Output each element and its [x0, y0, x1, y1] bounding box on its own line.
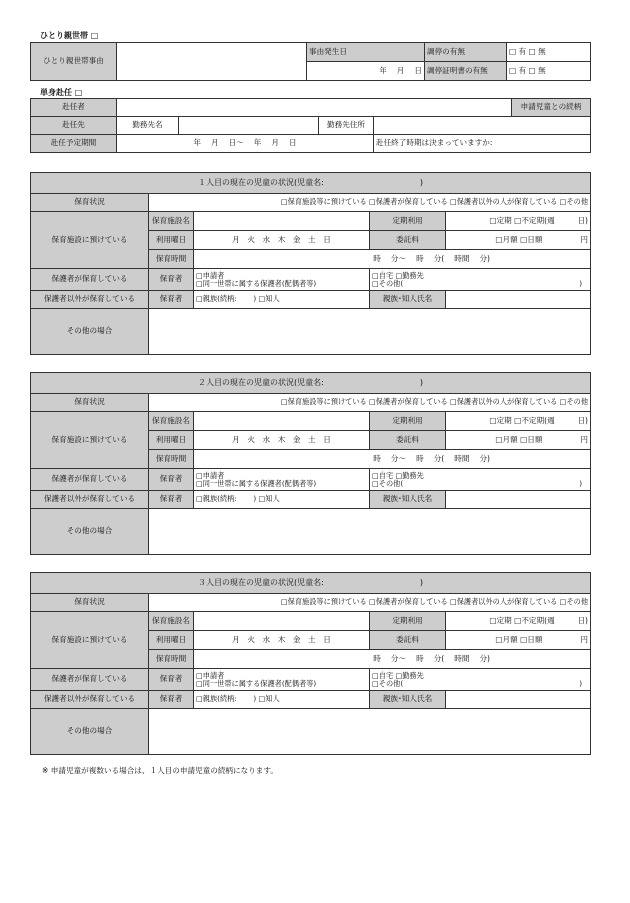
relative-options[interactable]: □親族(続柄: ) □知人	[194, 291, 370, 309]
relative-name-label: 親族･知人氏名	[370, 691, 446, 709]
facility-label: 保育施設に預けている	[31, 612, 149, 669]
regular-use-options[interactable]: □定期 □不定期(週 日)	[446, 212, 591, 231]
regular-use-options[interactable]: □定期 □不定期(週 日)	[446, 612, 591, 631]
guardian-applicant-option[interactable]: □申請者	[196, 470, 225, 480]
place-options[interactable]: □自宅 □勤務先	[372, 470, 424, 480]
use-days-options[interactable]: 月 火 水 木 金 土 日	[194, 631, 370, 650]
care-status-label: 保育状況	[31, 394, 149, 412]
regular-use-options[interactable]: □定期 □不定期(週 日)	[446, 412, 591, 431]
guardian-household-option[interactable]: □同一世帯に属する保護者(配偶者等)	[196, 678, 317, 688]
regular-use-label: 定期利用	[370, 412, 446, 431]
certificate-checkboxes[interactable]: □ 有 □ 無	[507, 62, 591, 81]
place-options[interactable]: □自宅 □勤務先	[372, 270, 424, 280]
single-parent-table	[30, 42, 591, 81]
facility-name-field[interactable]	[194, 612, 370, 631]
guardian-care-label: 保護者が保育している	[31, 469, 149, 491]
child-2-title: ２人目の現在の児童の状況(児童名: )	[31, 373, 591, 394]
workplace-address-field[interactable]	[374, 117, 591, 135]
place-other-option[interactable]: □その他(	[372, 678, 404, 688]
relative-name-field[interactable]	[446, 291, 591, 309]
place-options[interactable]: □自宅 □勤務先	[372, 670, 424, 680]
single-assignment-table	[30, 98, 591, 153]
guardian-household-option[interactable]: □同一世帯に属する保護者(配偶者等)	[196, 278, 317, 288]
other-case-label: その他の場合	[31, 309, 149, 355]
single-parent-reason-label: ひとり親世帯事由	[31, 43, 117, 81]
fee-options[interactable]: □月額 □日額 円	[446, 431, 591, 450]
facility-name-field[interactable]	[194, 412, 370, 431]
guardian-applicant-option[interactable]: □申請者	[196, 670, 225, 680]
single-assignment-heading: 単身赴任 □	[40, 88, 83, 97]
other-person-care-label: 保護者以外が保育している	[31, 291, 149, 309]
assignment-location-label: 赴任先	[31, 117, 117, 135]
assignment-period-label: 赴任予定期間	[31, 135, 117, 153]
relation-label: 申請児童との続柄	[512, 99, 591, 117]
care-hours-label: 保育時間	[149, 450, 194, 469]
care-status-options[interactable]: □保育施設等に預けている □保護者が保育している □保護者以外の人が保育している □その他	[149, 594, 591, 612]
place-other-option[interactable]: □その他(	[372, 278, 404, 288]
fee-options[interactable]: □月額 □日額 円	[446, 631, 591, 650]
assignee-field[interactable]	[117, 99, 512, 117]
care-status-label: 保育状況	[31, 194, 149, 212]
child-1-table	[30, 172, 591, 355]
other-case-label: その他の場合	[31, 509, 149, 555]
relative-options[interactable]: □親族(続柄: ) □知人	[194, 691, 370, 709]
use-days-label: 利用曜日	[149, 631, 194, 650]
footnote: ※ 申請児童が複数いる場合は、１人目の申請児童の続柄になります。	[42, 766, 278, 775]
care-hours-field[interactable]: 時 分～ 時 分( 時間 分)	[194, 250, 591, 269]
single-parent-reason-field[interactable]	[117, 43, 307, 81]
relative-name-label: 親族･知人氏名	[370, 491, 446, 509]
other-case-field[interactable]	[149, 709, 591, 755]
caretaker-label: 保育者	[149, 269, 194, 291]
caretaker-label: 保育者	[149, 669, 194, 691]
regular-use-label: 定期利用	[370, 212, 446, 231]
caretaker-label-2: 保育者	[149, 491, 194, 509]
assignment-period-field[interactable]: 年 月 日～ 年 月 日	[117, 135, 374, 153]
workplace-name-field[interactable]	[179, 117, 319, 135]
child-3-table	[30, 572, 591, 755]
single-parent-heading: ひとり親世帯 □	[40, 31, 99, 40]
assignment-end-question[interactable]: 赴任終了時期は決まっていますか:	[374, 135, 591, 153]
relative-name-label: 親族･知人氏名	[370, 291, 446, 309]
child-2-table	[30, 372, 591, 555]
fee-label: 委託料	[370, 431, 446, 450]
facility-label: 保育施設に預けている	[31, 412, 149, 469]
event-date-field[interactable]: 年 月 日	[307, 62, 425, 81]
guardian-applicant-option[interactable]: □申請者	[196, 270, 225, 280]
use-days-options[interactable]: 月 火 水 木 金 土 日	[194, 431, 370, 450]
care-hours-label: 保育時間	[149, 250, 194, 269]
child-1-title: １人目の現在の児童の状況(児童名: )	[31, 173, 591, 194]
certificate-label: 調停証明書の有無	[425, 62, 507, 81]
use-days-options[interactable]: 月 火 水 木 金 土 日	[194, 231, 370, 250]
assignee-label: 赴任者	[31, 99, 117, 117]
mediation-label: 調停の有無	[425, 43, 507, 62]
child-3-title: ３人目の現在の児童の状況(児童名: )	[31, 573, 591, 594]
regular-use-label: 定期利用	[370, 612, 446, 631]
use-days-label: 利用曜日	[149, 231, 194, 250]
other-case-field[interactable]	[149, 509, 591, 555]
facility-name-label: 保育施設名	[149, 412, 194, 431]
fee-options[interactable]: □月額 □日額 円	[446, 231, 591, 250]
facility-name-label: 保育施設名	[149, 212, 194, 231]
relative-options[interactable]: □親族(続柄: ) □知人	[194, 491, 370, 509]
guardian-household-option[interactable]: □同一世帯に属する保護者(配偶者等)	[196, 478, 317, 488]
workplace-address-label: 勤務先住所	[319, 117, 374, 135]
care-hours-field[interactable]: 時 分～ 時 分( 時間 分)	[194, 450, 591, 469]
care-status-options[interactable]: □保育施設等に預けている □保護者が保育している □保護者以外の人が保育している □その他	[149, 394, 591, 412]
place-other-close: )	[579, 478, 583, 488]
event-date-label: 事由発生日	[307, 43, 425, 62]
care-status-label: 保育状況	[31, 594, 149, 612]
relative-name-field[interactable]	[446, 691, 591, 709]
care-hours-label: 保育時間	[149, 650, 194, 669]
other-case-label: その他の場合	[31, 709, 149, 755]
mediation-checkboxes[interactable]: □ 有 □ 無	[507, 43, 591, 62]
facility-label: 保育施設に預けている	[31, 212, 149, 269]
fee-label: 委託料	[370, 631, 446, 650]
workplace-name-label: 勤務先名	[117, 117, 179, 135]
other-case-field[interactable]	[149, 309, 591, 355]
guardian-care-label: 保護者が保育している	[31, 269, 149, 291]
care-status-options[interactable]: □保育施設等に預けている □保護者が保育している □保護者以外の人が保育している □その他	[149, 194, 591, 212]
guardian-care-label: 保護者が保育している	[31, 669, 149, 691]
place-other-close: )	[579, 678, 583, 688]
care-hours-field[interactable]: 時 分～ 時 分( 時間 分)	[194, 650, 591, 669]
other-person-care-label: 保護者以外が保育している	[31, 691, 149, 709]
relative-name-field[interactable]	[446, 491, 591, 509]
facility-name-label: 保育施設名	[149, 612, 194, 631]
place-other-option[interactable]: □その他(	[372, 478, 404, 488]
place-other-close: )	[579, 278, 583, 288]
caretaker-label-2: 保育者	[149, 291, 194, 309]
other-person-care-label: 保護者以外が保育している	[31, 491, 149, 509]
use-days-label: 利用曜日	[149, 431, 194, 450]
facility-name-field[interactable]	[194, 212, 370, 231]
caretaker-label-2: 保育者	[149, 691, 194, 709]
caretaker-label: 保育者	[149, 469, 194, 491]
fee-label: 委託料	[370, 231, 446, 250]
